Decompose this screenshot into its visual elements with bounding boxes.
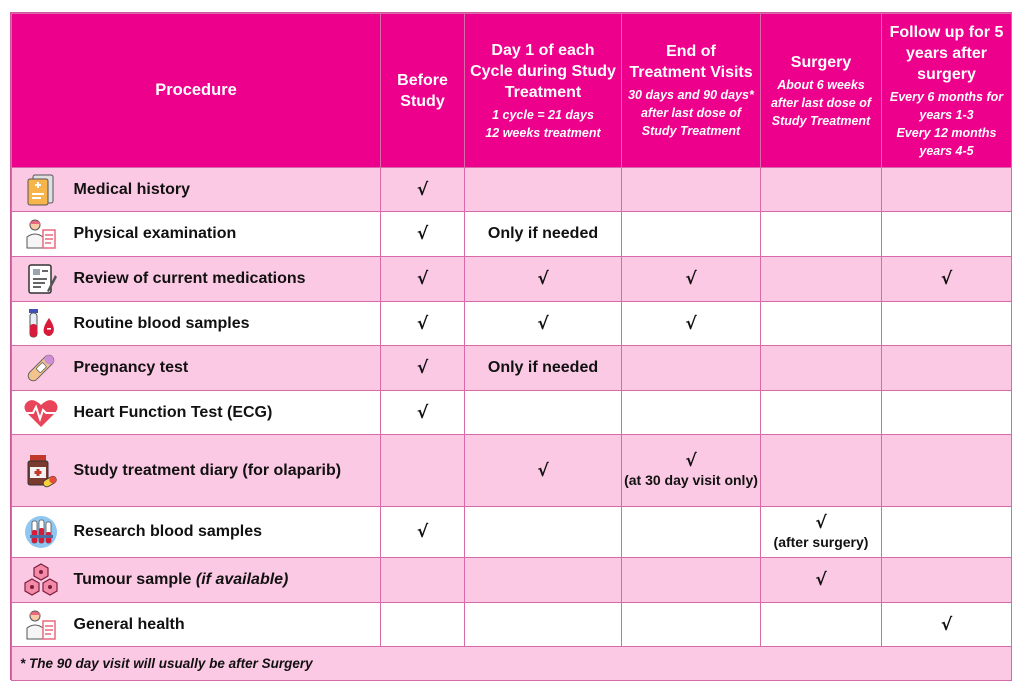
header-surgery-title: Surgery xyxy=(790,53,852,71)
checkmark: √ xyxy=(815,512,827,533)
cell-eot xyxy=(622,302,761,346)
procedure-name: Pregnancy test xyxy=(70,346,381,391)
table-row xyxy=(12,257,1012,302)
checkmark: √ xyxy=(416,358,429,378)
surgery-note: (after surgery) xyxy=(773,533,869,550)
cells-icon xyxy=(22,562,60,598)
cell-day1 xyxy=(465,603,622,647)
cell-day1 xyxy=(465,302,622,346)
checkmark: √ xyxy=(537,269,549,289)
cell-followup xyxy=(882,257,1012,302)
procedure-name: General health xyxy=(70,603,381,647)
cell-surgery xyxy=(761,507,882,558)
table-row xyxy=(12,212,1012,257)
table-row xyxy=(12,603,1012,647)
cell-eot xyxy=(622,435,761,507)
table-row xyxy=(12,391,1012,435)
cell-before xyxy=(381,507,465,558)
cell-followup xyxy=(882,435,1012,507)
header-day1 xyxy=(465,14,622,168)
cell-before xyxy=(381,257,465,302)
table-row xyxy=(12,507,1012,558)
cell-followup xyxy=(882,212,1012,257)
blood-tube-icon xyxy=(23,306,59,342)
cell-eot xyxy=(622,603,761,647)
checkmark: √ xyxy=(416,313,429,334)
cell-surgery xyxy=(761,435,882,507)
header-eot-title: End of Treatment Visits xyxy=(629,43,753,81)
cell-day1: Only if needed xyxy=(465,346,622,391)
header-end-of-treatment xyxy=(622,14,761,168)
cell-eot xyxy=(622,391,761,435)
checkmark: √ xyxy=(416,179,429,200)
cell-before xyxy=(381,435,465,507)
checkmark: √ xyxy=(537,313,549,334)
cell-day1 xyxy=(465,168,622,212)
cell-surgery xyxy=(761,212,882,257)
checkmark: √ xyxy=(685,313,697,334)
doctor-icon xyxy=(23,607,59,643)
test-tubes-icon xyxy=(23,514,59,550)
cell-followup xyxy=(882,346,1012,391)
procedure-name: Heart Function Test (ECG) xyxy=(70,391,381,435)
schedule-table-frame xyxy=(10,12,1012,680)
cell-before xyxy=(381,558,465,603)
cell-surgery xyxy=(761,257,882,302)
checkmark: √ xyxy=(685,269,697,289)
cell-eot xyxy=(622,346,761,391)
header-day1-sub: 1 cycle = 21 days 12 weeks treatment xyxy=(485,107,601,140)
cell-followup xyxy=(882,168,1012,212)
cell-before xyxy=(381,346,465,391)
footnote-row xyxy=(12,647,1012,681)
cell-eot xyxy=(622,507,761,558)
cell-before xyxy=(381,168,465,212)
table-row xyxy=(12,302,1012,346)
cell-surgery xyxy=(761,168,882,212)
checkmark: √ xyxy=(940,614,953,635)
header-day1-title: Day 1 of each Cycle during Study Treatment xyxy=(470,41,616,101)
procedure-name: Tumour sample (if available) xyxy=(70,558,381,603)
checkmark: √ xyxy=(685,451,697,471)
checkmark: √ xyxy=(416,224,429,244)
header-surgery-sub: About 6 weeks after last dose of Study Treatment xyxy=(770,77,872,128)
cell-day1 xyxy=(465,257,622,302)
checkmark: √ xyxy=(815,570,827,590)
cell-surgery xyxy=(761,558,882,603)
cell-followup xyxy=(882,603,1012,647)
checkmark: √ xyxy=(416,522,429,542)
checkmark: √ xyxy=(416,402,429,423)
cell-eot xyxy=(622,257,761,302)
cell-day1 xyxy=(465,391,622,435)
cell-followup xyxy=(882,558,1012,603)
table-row xyxy=(12,346,1012,391)
cell-before xyxy=(381,603,465,647)
schedule-table xyxy=(11,13,1012,681)
header-row xyxy=(12,14,1012,168)
header-followup-sub: Every 6 months for years 1-3 Every 12 months years 4-5 xyxy=(889,89,1004,158)
cell-day1 xyxy=(465,558,622,603)
procedure-name: Research blood samples xyxy=(70,507,381,558)
checkmark: √ xyxy=(537,460,549,481)
procedure-name: Medical history xyxy=(70,168,381,212)
checkmark: √ xyxy=(416,269,429,289)
header-procedure: Procedure xyxy=(12,14,381,168)
cell-followup xyxy=(882,302,1012,346)
heart-ecg-icon xyxy=(22,396,60,430)
header-followup-title: Follow up for 5 years after surgery xyxy=(889,23,1004,83)
checkmark: √ xyxy=(940,269,953,289)
cell-before xyxy=(381,391,465,435)
table-row xyxy=(12,168,1012,212)
cell-eot xyxy=(622,558,761,603)
header-before-study: Before Study xyxy=(381,14,465,168)
header-eot-sub: 30 days and 90 days* after last dose of Study Treatment xyxy=(628,88,754,138)
cell-day1: Only if needed xyxy=(465,212,622,257)
cell-eot xyxy=(622,168,761,212)
cell-before xyxy=(381,212,465,257)
header-follow-up xyxy=(882,14,1012,168)
table-row xyxy=(12,558,1012,603)
procedure-name: Routine blood samples xyxy=(70,302,381,346)
pregnancy-test-icon xyxy=(23,350,59,386)
eot-note: (at 30 day visit only) xyxy=(624,472,758,488)
procedure-name: Study treatment diary (for olaparib) xyxy=(70,435,381,507)
procedure-name: Review of current medications xyxy=(70,257,381,302)
cell-day1 xyxy=(465,507,622,558)
footnote: * The 90 day visit will usually be after Surgery xyxy=(12,647,1012,681)
prescription-icon xyxy=(23,261,59,297)
medicine-bottle-icon xyxy=(23,452,59,490)
cell-surgery xyxy=(761,603,882,647)
table-row xyxy=(12,435,1012,507)
cell-followup xyxy=(882,391,1012,435)
cell-surgery xyxy=(761,346,882,391)
doctor-icon xyxy=(23,216,59,252)
cell-eot xyxy=(622,212,761,257)
cell-surgery xyxy=(761,391,882,435)
cell-followup xyxy=(882,507,1012,558)
cell-day1 xyxy=(465,435,622,507)
cell-before xyxy=(381,302,465,346)
procedure-name: Physical examination xyxy=(70,212,381,257)
cell-surgery xyxy=(761,302,882,346)
header-surgery xyxy=(761,14,882,168)
medical-history-icon xyxy=(23,172,59,208)
procedure-name-italic: (if available) xyxy=(195,571,289,588)
